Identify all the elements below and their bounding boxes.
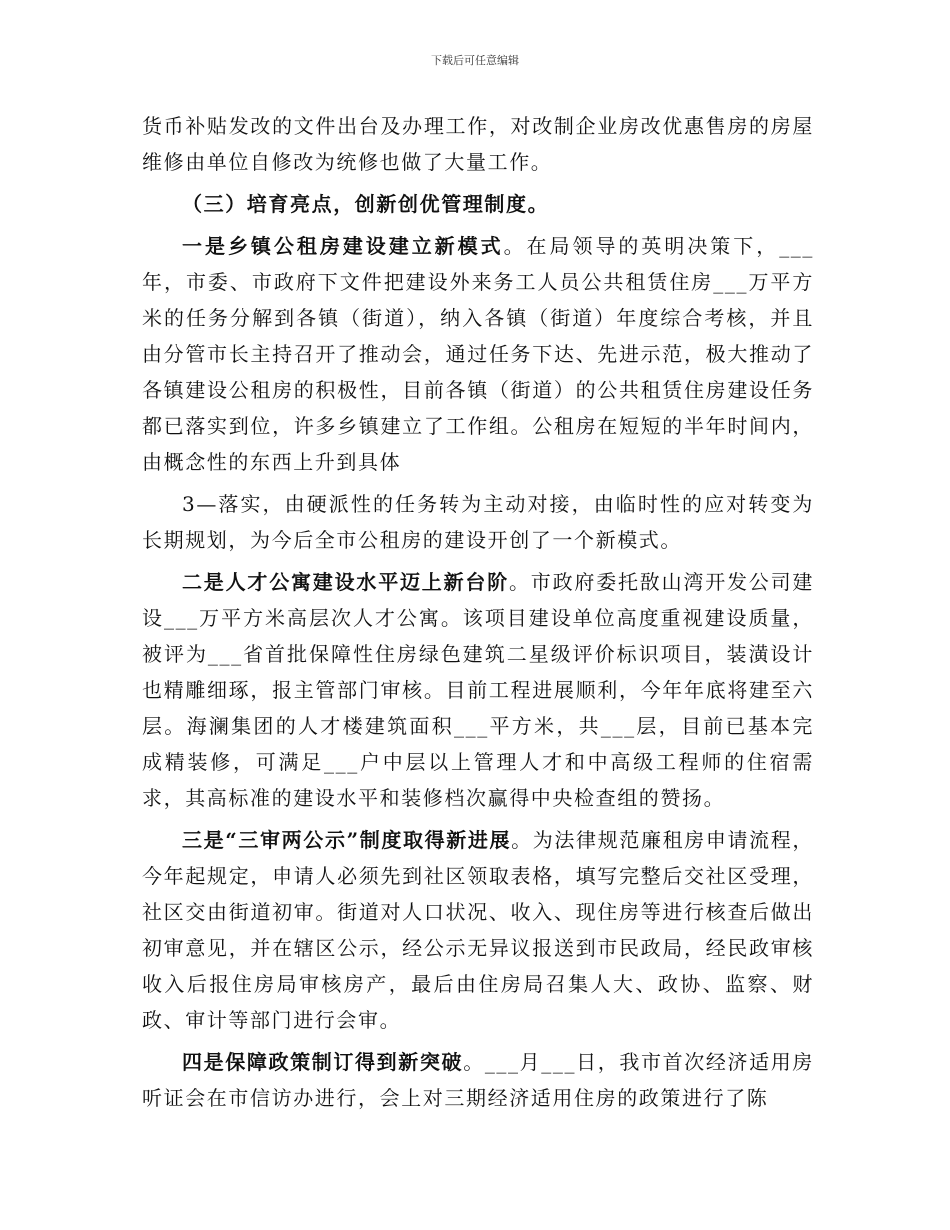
page-header: 下载后可任意编辑 [431,54,519,67]
paragraph-township-housing-lead: 一是乡镇公租房建设建立新模式 [182,234,504,258]
paragraph-township-housing [142,228,814,480]
section-heading-3-text: （三）培育亮点，创新创优管理制度。 [182,192,550,216]
paragraph-policy-breakthrough [142,1044,814,1116]
paragraph-talent-apartment [142,564,814,816]
paragraph-review-system-body: 。为法律规范廉租房申请流程，今年起规定，申请人必须先到社区领取表格，填写完整后交社区受理，社区交由街道初审。街道对人口状况、收入、现住房等进行核查后做出初审意见，并在辖区公示，经公示无异议报送到市民政局，经民政审核收入后报住房局审核房产，最后由住房局召集人大、政协、监察、财政、审计等部门进行会审。 [142,828,814,1032]
paragraph-policy-breakthrough-body: 。___月___日，我市首次经济适用房听证会在市信访办进行，会上对三期经济适用住房的政策进行了陈 [142,1050,814,1110]
paragraph-review-system-lead: 三是“三审两公示”制度取得新进展 [182,828,512,852]
paragraph-implementation [142,486,814,558]
section-heading-3 [142,186,814,222]
paragraph-talent-apartment-body: 。市政府委托敔山湾开发公司建设___万平方米高层次人才公寓。该项目建设单位高度重视建设质量，被评为___省首批保障性住房绿色建筑二星级评价标识项目，装潢设计也精雕细琢，报主管部门审核。目前工程进展顺利，今年年底将建至六层。海澜集团的人才楼建筑面积___平方米，共___层，目前已基本完成精装修，可满足___户中层以上管理人才和中高级工程师的住宿需求，其高标准的建设水平和装修档次赢得中央检查组的赞扬。 [142,570,814,810]
paragraph-policy-breakthrough-lead: 四是保障政策制订得到新突破 [182,1050,464,1074]
paragraph-1-body: 货币补贴发改的文件出台及办理工作，对改制企业房改优惠售房的房屋维修由单位自修改为统修也做了大量工作。 [142,114,814,174]
paragraph-township-housing-body: 。在局领导的英明决策下，___年，市委、市政府下文件把建设外来务工人员公共租赁住房___万平方米的任务分解到各镇（街道），纳入各镇（街道）年度综合考核，并且由分管市长主持召开了推动会，通过任务下达、先进示范，极大推动了各镇建设公租房的积极性，目前各镇（街道）的公共租赁住房建设任务都已落实到位，许多乡镇建立了工作组。公租房在短短的半年时间内，由概念性的东西上升到具体 [142,234,815,474]
paragraph-review-system [142,822,814,1038]
paragraph-1 [142,108,814,180]
document-body [142,108,814,1122]
paragraph-implementation-body: 3—落实，由硬派性的任务转为主动对接，由临时性的应对转变为长期规划，为今后全市公租房的建设开创了一个新模式。 [142,492,814,552]
paragraph-talent-apartment-lead: 二是人才公寓建设水平迈上新台阶 [182,570,509,594]
